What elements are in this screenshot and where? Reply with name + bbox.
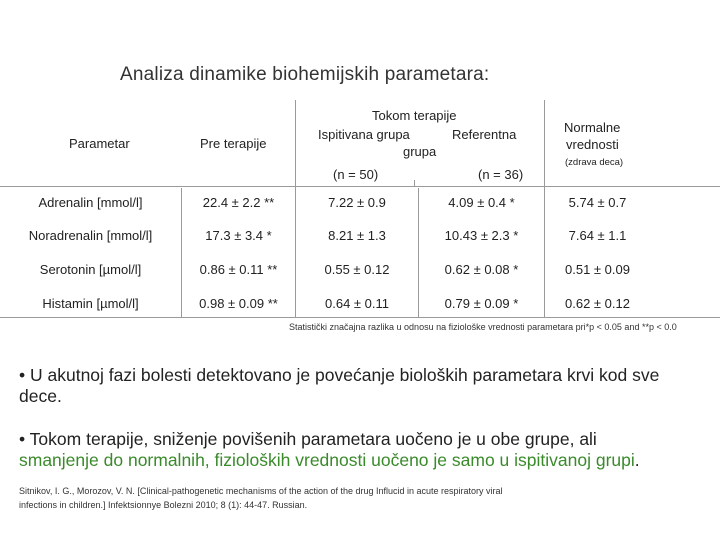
header-n-ispitivana: (n = 50) xyxy=(333,167,379,182)
row-adrenalin-normalne: 5.74 ± 0.7 xyxy=(568,195,627,210)
row-noradrenalin-param: Noradrenalin [mmol/l] xyxy=(28,228,153,243)
header-pre-terapije: Pre terapije xyxy=(200,136,267,151)
reference-line-2: infections in children.] Infektsionnye Bolezni 2010; 8 (1): 44-47. Russian. xyxy=(19,500,308,510)
row-serotonin-referentna: 0.62 ± 0.08 * xyxy=(444,262,519,277)
row-histamin-referentna: 0.79 ± 0.09 * xyxy=(444,296,519,311)
reference xyxy=(19,484,619,512)
row-serotonin-ispitivana: 0.55 ± 0.12 xyxy=(324,262,390,277)
table-footnote: Statistički značajna razlika u odnosu na fiziološke vrednosti parametara pri*p < 0.05 and **p < 0.0 xyxy=(289,322,677,332)
header-ispitivana-grupa: Ispitivana grupa xyxy=(318,127,410,142)
reference-line-1: Sitnikov, I. G., Morozov, V. N. [Clinical-pathogenetic mechanisms of the action of the drug Influcid in acute respiratory viral xyxy=(19,486,503,496)
header-referentna: Referentna xyxy=(452,127,517,142)
header-vrednosti: vrednosti xyxy=(566,137,619,152)
row-adrenalin-pre: 22.4 ± 2.2 ** xyxy=(202,195,275,210)
slide-title: Analiza dinamike biohemijskih parametara: xyxy=(120,64,490,85)
row-serotonin-normalne: 0.51 ± 0.09 xyxy=(565,262,630,277)
parameter-table xyxy=(0,100,720,325)
bullet-therapy xyxy=(19,429,679,471)
header-normalne: Normalne xyxy=(564,120,621,135)
row-adrenalin-referentna: 4.09 ± 0.4 * xyxy=(448,195,515,210)
bullet-acute-phase: • U akutnoj fazi bolesti detektovano je povećanje bioloških parametara krvi kod sve dece. xyxy=(19,365,660,406)
header-tokom-terapije: Tokom terapije xyxy=(372,108,457,123)
header-parametar: Parametar xyxy=(69,136,130,151)
row-histamin-param: Histamin [µmol/l] xyxy=(42,296,139,311)
row-histamin-ispitivana: 0.64 ± 0.11 xyxy=(325,296,389,311)
row-noradrenalin-referentna: 10.43 ± 2.3 * xyxy=(444,228,519,243)
row-histamin-pre: 0.98 ± 0.09 ** xyxy=(199,296,278,311)
row-serotonin-param: Serotonin [µmol/l] xyxy=(39,262,142,277)
row-adrenalin-param: Adrenalin [mmol/l] xyxy=(38,195,143,210)
row-noradrenalin-normalne: 7.64 ± 1.1 xyxy=(568,228,627,243)
row-histamin-normalne: 0.62 ± 0.12 xyxy=(565,296,630,311)
header-zdrava-deca: (zdrava deca) xyxy=(565,157,624,168)
row-serotonin-pre: 0.86 ± 0.11 ** xyxy=(199,262,278,277)
table-rule xyxy=(0,317,720,318)
bullet-therapy-highlight: smanjenje do normalnih, fizioloških vrednosti uočeno je samo u ispitivanoj grupi xyxy=(19,450,635,470)
table-rule xyxy=(0,186,720,187)
row-adrenalin-ispitivana: 7.22 ± 0.9 xyxy=(328,195,386,210)
row-noradrenalin-pre: 17.3 ± 3.4 * xyxy=(205,228,272,243)
header-grupa: grupa xyxy=(403,144,437,159)
bullet-therapy-end: . xyxy=(634,450,640,470)
header-n-referentna: (n = 36) xyxy=(478,167,524,182)
row-noradrenalin-ispitivana: 8.21 ± 1.3 xyxy=(328,228,386,243)
bullet-therapy-text: • Tokom terapije, sniženje povišenih parametara uočeno je u obe grupe, ali xyxy=(19,429,597,449)
